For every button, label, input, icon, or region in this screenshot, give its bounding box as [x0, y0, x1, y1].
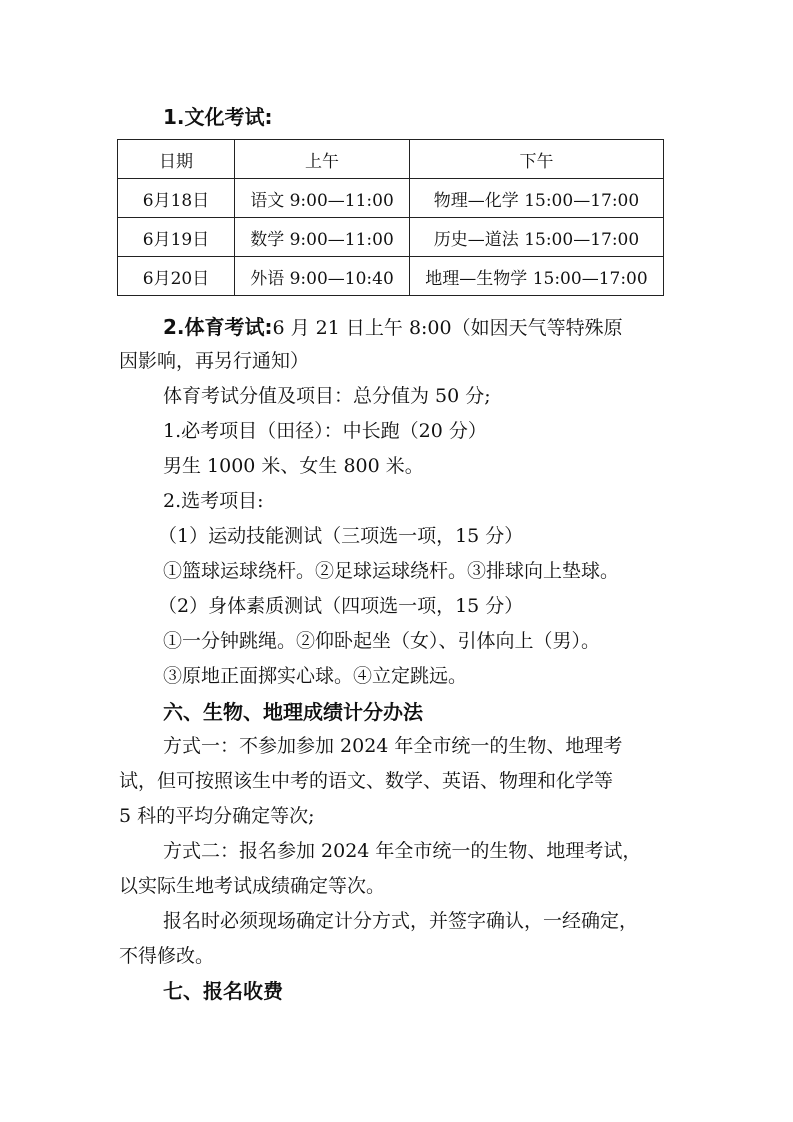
- pe-fitness-items-1: ①一分钟跳绳。②仰卧起坐（女）、引体向上（男）。: [163, 630, 601, 652]
- table-row: [118, 179, 664, 218]
- cell-afternoon: 地理—生物学 15:00—17:00: [410, 257, 664, 296]
- exam-schedule-table: [117, 139, 664, 296]
- pe-required-title: 1.必考项目（田径）：中长跑（20 分）: [163, 420, 487, 442]
- method2-line1: 方式二：报名参加 2024 年全市统一的生物、地理考试，: [163, 840, 642, 862]
- section-six-heading: 六、生物、地理成绩计分办法: [163, 700, 423, 724]
- table-row: [118, 257, 664, 296]
- cell-morning: 外语 9:00—10:40: [235, 257, 410, 296]
- cell-afternoon: 物理—化学 15:00—17:00: [410, 179, 664, 218]
- section-seven-heading: 七、报名收费: [163, 979, 283, 1003]
- pe-exam-paragraph-line2: 因影响，再另行通知）: [119, 350, 310, 372]
- method1-line1: 方式一：不参加参加 2024 年全市统一的生物、地理考: [163, 735, 623, 757]
- pe-skill-items: ①篮球运球绕杆。②足球运球绕杆。③排球向上垫球。: [163, 560, 620, 582]
- cell-date: 6月20日: [118, 257, 235, 296]
- header-date: 日期: [118, 140, 235, 179]
- pe-fitness-items-2: ③原地正面掷实心球。④立定跳远。: [163, 665, 468, 687]
- method1-line3: 5 科的平均分确定等次;: [119, 805, 315, 827]
- pe-fitness-title: （2）身体素质测试（四项选一项，15 分）: [158, 595, 524, 617]
- note-line2: 不得修改。: [119, 945, 215, 967]
- pe-exam-date: 6 月 21 日上午 8:00（如因天气等特殊原: [272, 317, 623, 339]
- header-afternoon: 下午: [410, 140, 664, 179]
- pe-required-detail: 男生 1000 米、女生 800 米。: [163, 455, 424, 477]
- table-header-row: [118, 140, 664, 179]
- cell-morning: 语文 9:00—11:00: [235, 179, 410, 218]
- pe-exam-title: 2.体育考试:: [163, 315, 273, 339]
- section-culture-heading: 1.文化考试:: [163, 105, 273, 129]
- cell-date: 6月19日: [118, 218, 235, 257]
- pe-optional-title: 2.选考项目:: [163, 490, 264, 512]
- table-row: [118, 218, 664, 257]
- note-line1: 报名时必须现场确定计分方式，并签字确认，一经确定，: [163, 910, 639, 932]
- header-morning: 上午: [235, 140, 410, 179]
- cell-morning: 数学 9:00—11:00: [235, 218, 410, 257]
- method1-line2: 试，但可按照该生中考的语文、数学、英语、物理和化学等: [119, 770, 614, 792]
- pe-skill-title: （1）运动技能测试（三项选一项，15 分）: [158, 525, 524, 547]
- pe-exam-paragraph-line1: [163, 317, 623, 338]
- cell-date: 6月18日: [118, 179, 235, 218]
- pe-score-line: 体育考试分值及项目：总分值为 50 分;: [163, 385, 491, 407]
- method2-line2: 以实际生地考试成绩确定等次。: [119, 875, 386, 897]
- cell-afternoon: 历史—道法 15:00—17:00: [410, 218, 664, 257]
